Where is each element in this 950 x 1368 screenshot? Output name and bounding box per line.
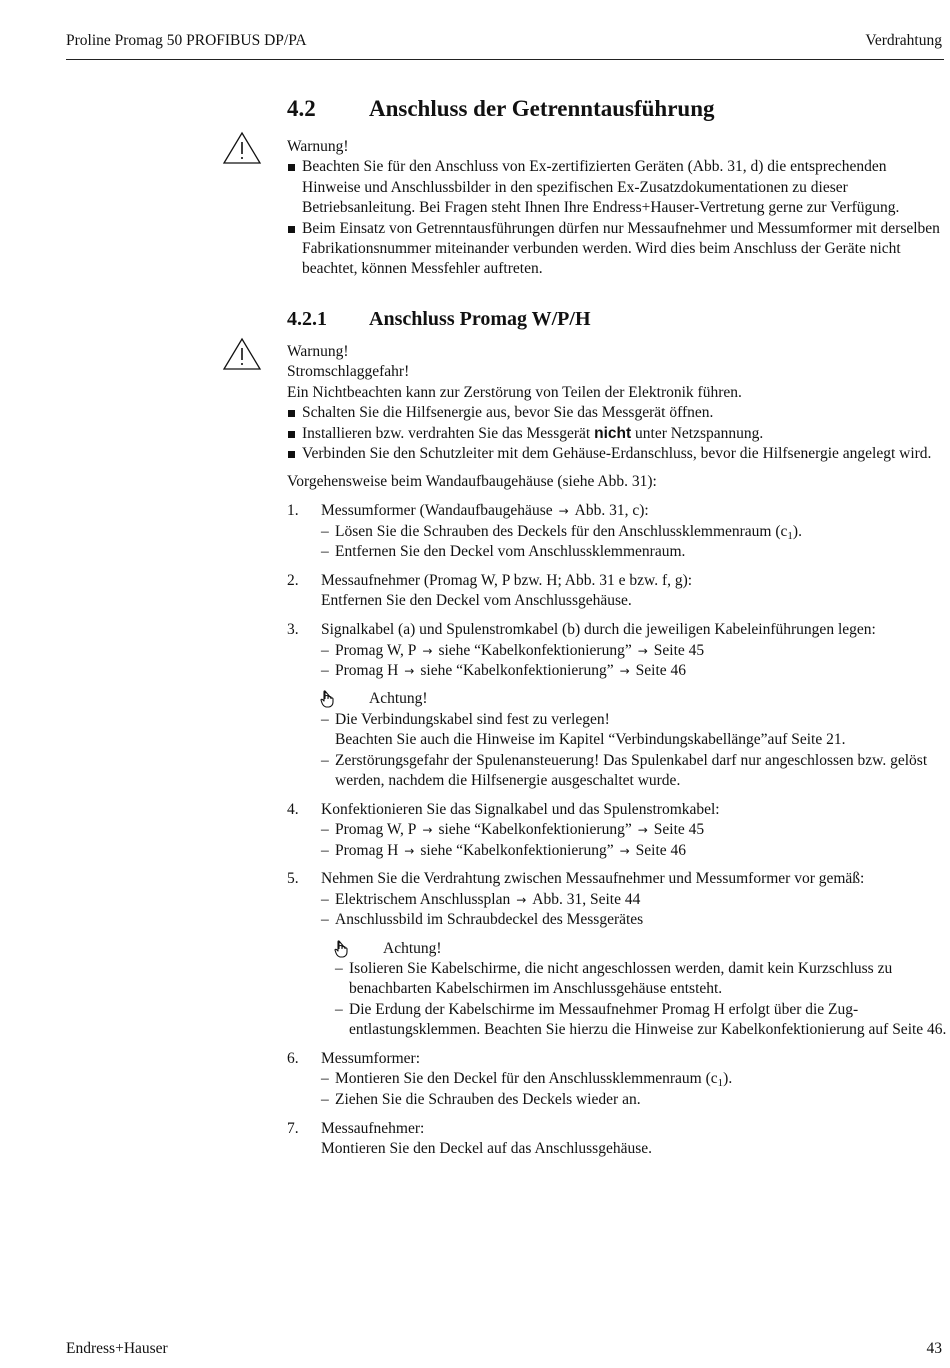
list-item: – Entfernen Sie den Deckel vom Anschlussklemmenraum.	[321, 542, 947, 562]
section-warning-block	[287, 137, 947, 280]
arrow-right-icon: →	[637, 823, 648, 838]
warning-text: Stromschlaggefahr!	[287, 363, 410, 381]
step-4	[287, 800, 947, 861]
step-1	[287, 501, 947, 562]
step-6	[287, 1049, 947, 1110]
step-number: 1.	[287, 502, 299, 520]
warning-text: Ein Nichtbeachten kann zur Zerstörung von Teilen der Elektronik führen.	[287, 383, 742, 401]
procedure-intro: Vorgehensweise beim Wandaufbaugehäuse (siehe Abb. 31):	[287, 473, 657, 491]
step-number: 6.	[287, 1050, 299, 1068]
subsection-heading	[287, 308, 591, 331]
step-number: 4.	[287, 800, 299, 818]
step-3	[287, 620, 947, 791]
step-number: 5.	[287, 870, 299, 888]
list-item: – Promag W, P → siehe “Kabelkonfektionierung” → Seite 45	[321, 641, 947, 661]
list-item: Beachten Sie für den Anschluss von Ex-zertifizierten Geräten (Abb. 31, d) die entsprechenden Hinweise und Anschlussbilder in den spezifischen Ex-Zusatzdokumentationen zu dieser Betriebsanleitung. Bei Fragen steht Ihnen Ihre Endress+Hauser-Vertretung gerne zur Verfügung.	[287, 157, 947, 218]
warning-triangle-icon	[222, 131, 262, 165]
list-item: – Montieren Sie den Deckel für den Anschlussklemmenraum $(c_1)$.	[321, 1069, 947, 1089]
list-item: Schalten Sie die Hilfsenergie aus, bevor Sie das Messgerät öffnen.	[287, 403, 947, 423]
arrow-right-icon: →	[404, 663, 415, 678]
step-text: Montieren Sie den Deckel auf das Anschlussgehäuse.	[321, 1140, 653, 1158]
step-7	[287, 1119, 947, 1160]
step-number: 3.	[287, 621, 299, 639]
warning-triangle-icon	[222, 337, 262, 371]
caution-label: Achtung!	[369, 690, 428, 708]
header-document-title: Proline Promag 50 PROFIBUS DP/PA	[66, 32, 307, 49]
arrow-right-icon: →	[516, 892, 527, 907]
arrow-right-icon: →	[558, 504, 569, 519]
page-number: 43	[926, 1340, 942, 1357]
caution-note	[321, 689, 947, 791]
subsection-warning-list	[287, 403, 947, 464]
list-item: Beim Einsatz von Getrenntausführungen dürfen nur Messaufnehmer und Messumformer mit derselben Fabrikationsnummer miteinander verbunden werden. Wird dies beim Anschluss der Geräte nicht beachtet, können Messfehler auftreten.	[287, 219, 947, 280]
emphasis-text: nicht	[594, 424, 632, 442]
procedure-steps	[287, 501, 947, 1159]
list-item: – Lösen Sie die Schrauben des Deckels für den Anschlussklemmenraum $(c_1)$.	[321, 522, 947, 542]
step-text: Entfernen Sie den Deckel vom Anschlussgehäuse.	[321, 592, 632, 610]
list-item: Installieren bzw. verdrahten Sie das Messgerät nicht unter Netzspannung.	[287, 424, 947, 444]
step-number: 2.	[287, 571, 299, 589]
subsection-title: Anschluss Promag W/P/H	[369, 308, 591, 330]
step-5	[287, 869, 947, 1040]
section-warning-list	[287, 157, 947, 279]
arrow-right-icon: →	[637, 643, 648, 658]
list-item: – Anschlussbild im Schraubdeckel des Messgerätes	[321, 910, 947, 930]
pointing-hand-icon	[319, 690, 335, 708]
step-heading: Messumformer:	[321, 1050, 421, 1068]
step-heading: Konfektionieren Sie das Signalkabel und das Spulenstromkabel:	[321, 800, 720, 818]
arrow-right-icon: →	[422, 823, 433, 838]
subsection-number: 4.2.1	[287, 308, 327, 330]
section-number: 4.2	[287, 96, 316, 121]
list-item: Verbinden Sie den Schutzleiter mit dem Gehäuse-Erdanschluss, bevor die Hilfsenergie angelegt wird.	[287, 444, 947, 464]
warning-label: Warnung!	[287, 343, 349, 360]
subsection-body	[287, 342, 947, 1168]
step-heading: Nehmen Sie die Verdrahtung zwischen Messaufnehmer und Messumformer vor gemäß:	[321, 870, 865, 888]
arrow-right-icon: →	[422, 643, 433, 658]
header-chapter-title: Verdrahtung	[865, 32, 942, 49]
list-item: – Isolieren Sie Kabelschirme, die nicht angeschlossen werden, damit kein Kurzschluss zu benachbarten Kabelschirmen im Anschlussgehäuse entsteht.	[335, 959, 947, 1000]
step-2	[287, 571, 947, 612]
list-item: – Die Verbindungskabel sind fest zu verlegen! Beachten Sie auch die Hinweise im Kapitel “Verbindungskabellänge”auf Seite 21.	[321, 710, 947, 751]
step-number: 7.	[287, 1119, 299, 1137]
header-rule	[66, 59, 944, 60]
list-item: – Promag W, P → siehe “Kabelkonfektionierung” → Seite 45	[321, 820, 947, 840]
list-item: – Ziehen Sie die Schrauben des Deckels wieder an.	[321, 1090, 947, 1110]
step-heading: Messaufnehmer (Promag W, P bzw. H; Abb. 31 e bzw. f, g):	[321, 571, 693, 589]
footer-company: Endress+Hauser	[66, 1340, 168, 1357]
caution-label: Achtung!	[383, 939, 442, 957]
list-item: – Elektrischem Anschlussplan → Abb. 31, Seite 44	[321, 890, 947, 910]
section-heading	[287, 96, 715, 122]
list-item: – Promag H → siehe “Kabelkonfektionierung” → Seite 46	[321, 661, 947, 681]
step-heading: Messumformer (Wandaufbaugehäuse → Abb. 31, c):	[321, 502, 649, 520]
arrow-right-icon: →	[619, 843, 630, 858]
pointing-hand-icon	[333, 940, 349, 958]
list-item: – Zerstörungsgefahr der Spulenansteuerung! Das Spulenkabel darf nur angeschlossen bzw. gelöst werden, nachdem die Hilfsenergie ausgeschaltet wurde.	[321, 751, 947, 792]
list-item: – Promag H → siehe “Kabelkonfektionierung” → Seite 46	[321, 841, 947, 861]
list-item: – Die Erdung der Kabelschirme im Messaufnehmer Promag H erfolgt über die Zug-entlastungsklemmen. Beachten Sie hierzu die Hinweise zur Kabelkonfektionierung auf Seite 46.	[335, 1000, 947, 1041]
step-heading: Messaufnehmer:	[321, 1119, 425, 1137]
section-title: Anschluss der Getrenntausführung	[369, 96, 715, 121]
step-heading: Signalkabel (a) und Spulenstromkabel (b) durch die jeweiligen Kabeleinführungen legen:	[321, 621, 876, 639]
caution-note	[321, 939, 947, 1041]
warning-label: Warnung!	[287, 138, 349, 155]
arrow-right-icon: →	[404, 843, 415, 858]
arrow-right-icon: →	[619, 663, 630, 678]
